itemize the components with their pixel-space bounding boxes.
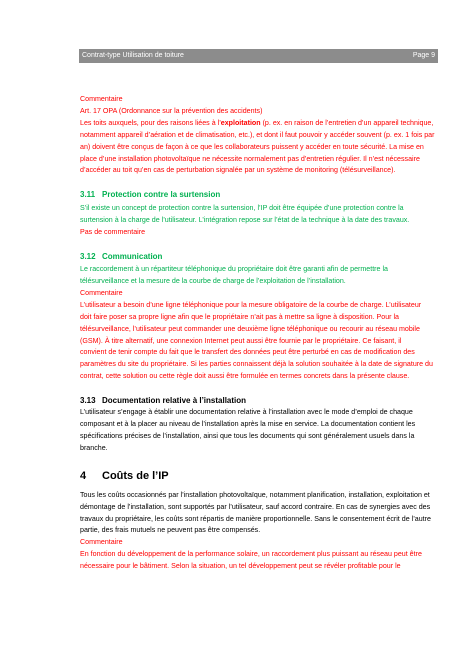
clause-line: composant et à la placer au niveau de l’installation après la mise en service. La documentation contient les xyxy=(80,420,416,429)
section-heading-3-13 xyxy=(80,395,438,406)
comment-bold-text: exploitation xyxy=(220,118,261,127)
comment-line: notamment appareil d’aération et de climatisation, etc.), et dont il faut pouvoir y accéder souvent (p. ex. 1 fois par xyxy=(80,130,435,139)
clause-line: partie, des frais mutuels ne peuvent pas être compensés. xyxy=(80,526,261,535)
chapter-title: Coûts de l’IP xyxy=(102,469,169,482)
comment-line: doit faire poser sa propre ligne afin que le propriétaire n’ait pas à mettre sa ligne à disposition. Pour la xyxy=(80,312,400,321)
section-title: Protection contre la surtension xyxy=(102,190,221,200)
page-number: Page 9 xyxy=(412,52,435,59)
comment-label: Commentaire xyxy=(80,288,123,297)
section-number: 3.12 xyxy=(80,252,96,262)
chapter-number: 4 xyxy=(80,469,87,482)
clause-line: travaux du propriétaire, les coûts sont répartis de manière proportionnelle. Sans le consentement écrit de l’autre xyxy=(80,514,431,523)
header-title: Contrat-type Utilisation de toiture xyxy=(82,52,184,59)
comment-line: an) doivent être conçus de façon à ce que les collaborateurs puissent y accéder en toute sécurité. La mise en xyxy=(80,142,424,151)
comment-label: Pas de commentaire xyxy=(80,228,146,237)
section-title: Communication xyxy=(102,252,163,262)
clause-line: branche. xyxy=(80,443,108,452)
section-number: 3.13 xyxy=(80,396,96,406)
comment-text: (p. ex. en raison de l’entretien d’un appareil technique, xyxy=(260,118,434,127)
clause-line: spécifications précises de l’installation, ainsi que tous les documents qui sont généralement usuels dans la xyxy=(80,431,415,440)
clause-line: Le raccordement à un répartiteur téléphonique du propriétaire doit être garanti afin de permettre la xyxy=(80,265,388,274)
chapter-heading-4 xyxy=(80,469,438,483)
comment-line: télésurveillance, l’utilisateur peut commander une deuxième ligne téléphonique ou recourir au réseau mobile xyxy=(80,324,420,333)
comment-line: En fonction du développement de la performance solaire, un raccordement plus puissant au réseau peut être xyxy=(80,550,422,559)
comment-line: (GSM). À titre alternatif, une connexion Internet peut aussi être fournie par le propriétaire. Ce faisant, il xyxy=(80,336,402,345)
clause-line: télésurveillance et la mesure de la courbe de charge de l’exploitation de l’installation. xyxy=(80,276,346,285)
clause-line: Tous les coûts occasionnés par l’installation photovoltaïque, notamment planification, installation, exploitation et xyxy=(80,490,430,499)
page-content xyxy=(80,94,438,573)
page-header xyxy=(79,49,438,63)
clause-line: démontage de l’installation, sont supportés par l’utilisateur, sauf accord contraire. En cas de synergies avec des xyxy=(80,502,431,511)
comment-text: Les toits auxquels, pour des raisons liées à l’ xyxy=(80,118,221,127)
comment-line: paramètres du site du propriétaire. Si les parties connaissent déjà la solution souhaitée à la date de signature du xyxy=(80,360,433,369)
comment-line: place d’une installation photovoltaïque ne nécessite normalement pas d’entretien régulier. Il n’est nécessaire xyxy=(80,154,420,163)
comment-label: Commentaire xyxy=(80,95,123,103)
clause-line: L’utilisateur s’engage à établir une documentation relative à l’installation avec le mode d’emploi de chaque xyxy=(80,408,413,417)
section-heading-3-12 xyxy=(80,251,438,262)
section-title: Documentation relative à l’installation xyxy=(102,396,247,406)
comment-line: L’utilisateur a besoin d’une ligne téléphonique pour la mesure obligatoire de la courbe de charge. L’utilisateur xyxy=(80,300,422,309)
comment-line: nécessaire pour le bâtiment. Selon la situation, un tel développement peut se révéler profitable pour le xyxy=(80,562,401,571)
comment-line xyxy=(80,118,438,130)
comment-label: Commentaire xyxy=(80,538,123,547)
clause-line: S’il existe un concept de protection contre la surtension, l’IP doit être équipée d’une protection contre la xyxy=(80,204,404,213)
section-number: 3.11 xyxy=(80,190,96,200)
section-heading-3-11 xyxy=(80,189,438,200)
comment-reference: Art. 17 OPA (Ordonnance sur la prévention des accidents) xyxy=(80,106,263,115)
comment-line: convient de tenir compte du fait que le transfert des données peut être perturbé en cas de modification des xyxy=(80,348,415,357)
comment-line: contrat, cette solution ou cette règle doit aussi être formulée en termes concrets dans la présente clause. xyxy=(80,372,410,381)
clause-line: surtension à la charge de l’utilisateur. L’intégration repose sur l’état de la technique à la date des travaux. xyxy=(80,216,410,225)
comment-line: d’accéder au toit qu’en cas de perturbation signalée par un système de monitoring (télésurveillance). xyxy=(80,166,396,175)
